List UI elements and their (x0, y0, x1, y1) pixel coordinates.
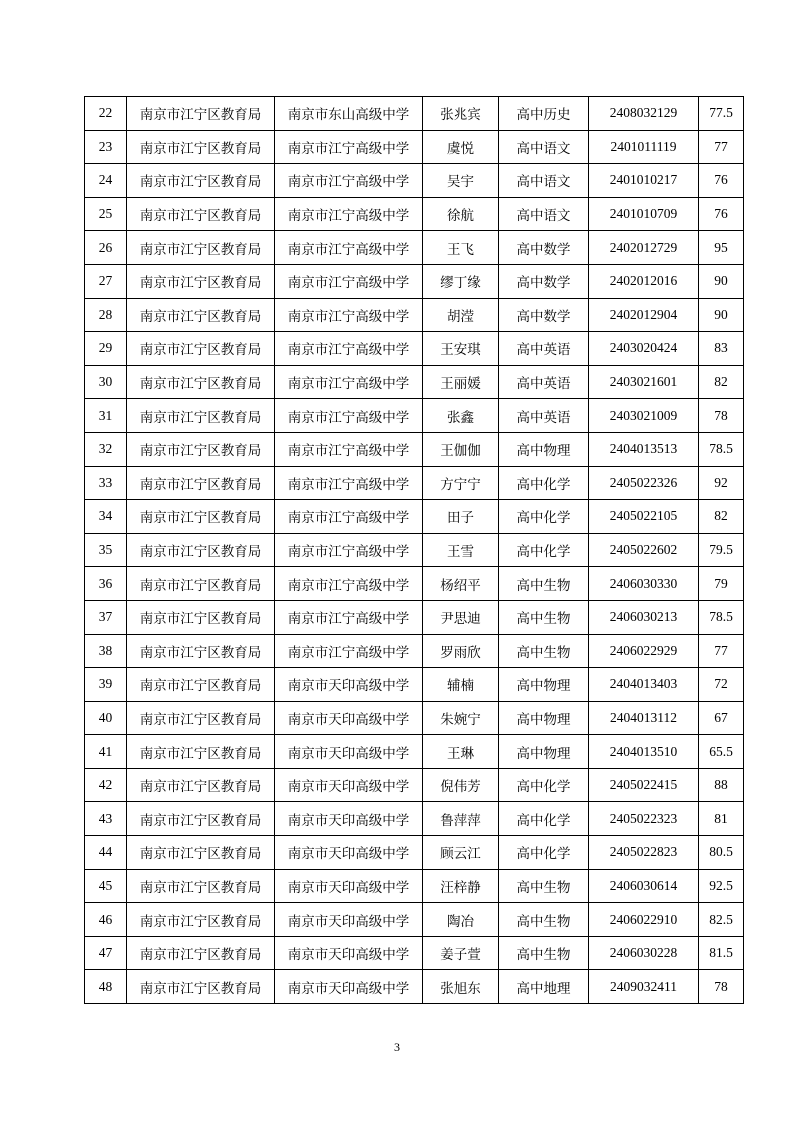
cell-row-number: 37 (85, 600, 127, 634)
cell-score: 76 (699, 164, 744, 198)
cell-row-number: 32 (85, 432, 127, 466)
cell-score: 95 (699, 231, 744, 265)
table-row (85, 533, 744, 567)
cell-row-number: 31 (85, 399, 127, 433)
cell-subject: 高中生物 (499, 567, 589, 601)
cell-candidate-name: 胡滢 (423, 298, 499, 332)
table-row (85, 399, 744, 433)
cell-education-bureau: 南京市江宁区教育局 (127, 936, 275, 970)
cell-education-bureau: 南京市江宁区教育局 (127, 500, 275, 534)
cell-exam-id: 2401010709 (589, 197, 699, 231)
cell-education-bureau: 南京市江宁区教育局 (127, 365, 275, 399)
cell-row-number: 24 (85, 164, 127, 198)
cell-subject: 高中化学 (499, 533, 589, 567)
cell-education-bureau: 南京市江宁区教育局 (127, 668, 275, 702)
cell-score: 82 (699, 365, 744, 399)
cell-candidate-name: 朱婉宁 (423, 701, 499, 735)
cell-school: 南京市天印高级中学 (275, 836, 423, 870)
cell-row-number: 38 (85, 634, 127, 668)
cell-exam-id: 2402012016 (589, 264, 699, 298)
cell-candidate-name: 张鑫 (423, 399, 499, 433)
cell-score: 90 (699, 298, 744, 332)
cell-school: 南京市江宁高级中学 (275, 231, 423, 265)
cell-exam-id: 2406030228 (589, 936, 699, 970)
cell-subject: 高中生物 (499, 869, 589, 903)
cell-row-number: 28 (85, 298, 127, 332)
cell-school: 南京市江宁高级中学 (275, 332, 423, 366)
cell-education-bureau: 南京市江宁区教育局 (127, 264, 275, 298)
table-row (85, 802, 744, 836)
cell-row-number: 41 (85, 735, 127, 769)
cell-score: 72 (699, 668, 744, 702)
cell-exam-id: 2401011119 (589, 130, 699, 164)
table-row (85, 869, 744, 903)
cell-exam-id: 2404013513 (589, 432, 699, 466)
cell-candidate-name: 尹思迪 (423, 600, 499, 634)
table-row (85, 466, 744, 500)
table-row (85, 634, 744, 668)
cell-subject: 高中化学 (499, 466, 589, 500)
cell-score: 79.5 (699, 533, 744, 567)
cell-subject: 高中生物 (499, 936, 589, 970)
cell-row-number: 47 (85, 936, 127, 970)
table-row (85, 298, 744, 332)
cell-education-bureau: 南京市江宁区教育局 (127, 197, 275, 231)
cell-subject: 高中英语 (499, 399, 589, 433)
table-row (85, 432, 744, 466)
cell-exam-id: 2406030213 (589, 600, 699, 634)
cell-row-number: 44 (85, 836, 127, 870)
cell-row-number: 42 (85, 768, 127, 802)
cell-education-bureau: 南京市江宁区教育局 (127, 332, 275, 366)
cell-school: 南京市天印高级中学 (275, 701, 423, 735)
cell-subject: 高中数学 (499, 264, 589, 298)
cell-education-bureau: 南京市江宁区教育局 (127, 903, 275, 937)
table-row (85, 365, 744, 399)
cell-exam-id: 2403021601 (589, 365, 699, 399)
cell-school: 南京市江宁高级中学 (275, 533, 423, 567)
cell-score: 80.5 (699, 836, 744, 870)
table-row (85, 500, 744, 534)
cell-subject: 高中历史 (499, 97, 589, 131)
cell-subject: 高中语文 (499, 197, 589, 231)
cell-subject: 高中化学 (499, 802, 589, 836)
cell-education-bureau: 南京市江宁区教育局 (127, 432, 275, 466)
cell-candidate-name: 王琳 (423, 735, 499, 769)
cell-candidate-name: 缪丁缘 (423, 264, 499, 298)
cell-school: 南京市江宁高级中学 (275, 365, 423, 399)
table-row (85, 231, 744, 265)
cell-school: 南京市东山高级中学 (275, 97, 423, 131)
cell-score: 77.5 (699, 97, 744, 131)
cell-subject: 高中语文 (499, 130, 589, 164)
cell-exam-id: 2405022415 (589, 768, 699, 802)
cell-school: 南京市江宁高级中学 (275, 298, 423, 332)
cell-row-number: 30 (85, 365, 127, 399)
cell-exam-id: 2401010217 (589, 164, 699, 198)
cell-school: 南京市天印高级中学 (275, 903, 423, 937)
cell-education-bureau: 南京市江宁区教育局 (127, 836, 275, 870)
results-table (84, 96, 744, 1004)
cell-candidate-name: 王飞 (423, 231, 499, 265)
cell-exam-id: 2403020424 (589, 332, 699, 366)
cell-school: 南京市天印高级中学 (275, 869, 423, 903)
cell-candidate-name: 陶冶 (423, 903, 499, 937)
cell-score: 77 (699, 130, 744, 164)
cell-education-bureau: 南京市江宁区教育局 (127, 567, 275, 601)
table-row (85, 197, 744, 231)
cell-row-number: 27 (85, 264, 127, 298)
cell-candidate-name: 顾云江 (423, 836, 499, 870)
cell-school: 南京市江宁高级中学 (275, 600, 423, 634)
table-body (85, 97, 744, 1004)
cell-score: 81.5 (699, 936, 744, 970)
cell-subject: 高中生物 (499, 600, 589, 634)
cell-candidate-name: 王伽伽 (423, 432, 499, 466)
cell-candidate-name: 田子 (423, 500, 499, 534)
cell-score: 88 (699, 768, 744, 802)
cell-education-bureau: 南京市江宁区教育局 (127, 701, 275, 735)
cell-education-bureau: 南京市江宁区教育局 (127, 970, 275, 1004)
table-row (85, 332, 744, 366)
cell-candidate-name: 吴宇 (423, 164, 499, 198)
cell-education-bureau: 南京市江宁区教育局 (127, 399, 275, 433)
table-row (85, 164, 744, 198)
cell-education-bureau: 南京市江宁区教育局 (127, 869, 275, 903)
cell-candidate-name: 倪伟芳 (423, 768, 499, 802)
table-row (85, 768, 744, 802)
cell-score: 77 (699, 634, 744, 668)
table-row (85, 97, 744, 131)
cell-candidate-name: 张旭东 (423, 970, 499, 1004)
cell-row-number: 34 (85, 500, 127, 534)
cell-candidate-name: 鲁萍萍 (423, 802, 499, 836)
cell-education-bureau: 南京市江宁区教育局 (127, 231, 275, 265)
cell-candidate-name: 张兆宾 (423, 97, 499, 131)
cell-score: 65.5 (699, 735, 744, 769)
page-number: 3 (394, 1040, 400, 1054)
table-row (85, 701, 744, 735)
cell-candidate-name: 王雪 (423, 533, 499, 567)
cell-candidate-name: 罗雨欣 (423, 634, 499, 668)
cell-exam-id: 2406022910 (589, 903, 699, 937)
cell-school: 南京市江宁高级中学 (275, 432, 423, 466)
cell-row-number: 33 (85, 466, 127, 500)
cell-exam-id: 2406030330 (589, 567, 699, 601)
cell-score: 78.5 (699, 600, 744, 634)
cell-exam-id: 2405022323 (589, 802, 699, 836)
cell-row-number: 46 (85, 903, 127, 937)
cell-candidate-name: 姜子萱 (423, 936, 499, 970)
cell-candidate-name: 王丽媛 (423, 365, 499, 399)
cell-score: 78 (699, 399, 744, 433)
cell-education-bureau: 南京市江宁区教育局 (127, 466, 275, 500)
cell-score: 67 (699, 701, 744, 735)
cell-row-number: 48 (85, 970, 127, 1004)
cell-subject: 高中物理 (499, 701, 589, 735)
cell-school: 南京市江宁高级中学 (275, 567, 423, 601)
cell-score: 92 (699, 466, 744, 500)
table-row (85, 836, 744, 870)
cell-education-bureau: 南京市江宁区教育局 (127, 768, 275, 802)
table-row (85, 903, 744, 937)
cell-candidate-name: 杨绍平 (423, 567, 499, 601)
cell-education-bureau: 南京市江宁区教育局 (127, 130, 275, 164)
cell-score: 83 (699, 332, 744, 366)
cell-subject: 高中物理 (499, 668, 589, 702)
cell-school: 南京市江宁高级中学 (275, 197, 423, 231)
cell-subject: 高中语文 (499, 164, 589, 198)
cell-exam-id: 2405022823 (589, 836, 699, 870)
cell-education-bureau: 南京市江宁区教育局 (127, 533, 275, 567)
cell-exam-id: 2406030614 (589, 869, 699, 903)
cell-row-number: 40 (85, 701, 127, 735)
cell-score: 78 (699, 970, 744, 1004)
cell-row-number: 29 (85, 332, 127, 366)
cell-exam-id: 2405022105 (589, 500, 699, 534)
table-row (85, 600, 744, 634)
cell-subject: 高中数学 (499, 298, 589, 332)
cell-row-number: 23 (85, 130, 127, 164)
cell-school: 南京市江宁高级中学 (275, 399, 423, 433)
cell-score: 81 (699, 802, 744, 836)
cell-row-number: 45 (85, 869, 127, 903)
cell-education-bureau: 南京市江宁区教育局 (127, 802, 275, 836)
cell-school: 南京市江宁高级中学 (275, 634, 423, 668)
table-row (85, 264, 744, 298)
cell-school: 南京市天印高级中学 (275, 668, 423, 702)
cell-school: 南京市江宁高级中学 (275, 500, 423, 534)
cell-education-bureau: 南京市江宁区教育局 (127, 634, 275, 668)
cell-exam-id: 2404013112 (589, 701, 699, 735)
cell-exam-id: 2406022929 (589, 634, 699, 668)
table-row (85, 735, 744, 769)
cell-exam-id: 2404013510 (589, 735, 699, 769)
cell-school: 南京市天印高级中学 (275, 936, 423, 970)
cell-school: 南京市江宁高级中学 (275, 264, 423, 298)
cell-subject: 高中英语 (499, 332, 589, 366)
cell-row-number: 25 (85, 197, 127, 231)
cell-school: 南京市江宁高级中学 (275, 466, 423, 500)
cell-score: 76 (699, 197, 744, 231)
cell-subject: 高中生物 (499, 903, 589, 937)
cell-exam-id: 2402012904 (589, 298, 699, 332)
cell-score: 82.5 (699, 903, 744, 937)
cell-candidate-name: 徐航 (423, 197, 499, 231)
cell-subject: 高中物理 (499, 432, 589, 466)
cell-candidate-name: 辅楠 (423, 668, 499, 702)
cell-education-bureau: 南京市江宁区教育局 (127, 735, 275, 769)
cell-score: 78.5 (699, 432, 744, 466)
cell-score: 90 (699, 264, 744, 298)
cell-row-number: 35 (85, 533, 127, 567)
cell-row-number: 39 (85, 668, 127, 702)
cell-score: 92.5 (699, 869, 744, 903)
table-row (85, 130, 744, 164)
table-row (85, 567, 744, 601)
cell-subject: 高中化学 (499, 836, 589, 870)
cell-exam-id: 2405022602 (589, 533, 699, 567)
cell-school: 南京市天印高级中学 (275, 768, 423, 802)
cell-school: 南京市天印高级中学 (275, 735, 423, 769)
cell-exam-id: 2405022326 (589, 466, 699, 500)
cell-exam-id: 2408032129 (589, 97, 699, 131)
cell-exam-id: 2402012729 (589, 231, 699, 265)
cell-subject: 高中英语 (499, 365, 589, 399)
cell-subject: 高中数学 (499, 231, 589, 265)
cell-subject: 高中地理 (499, 970, 589, 1004)
cell-school: 南京市江宁高级中学 (275, 164, 423, 198)
cell-exam-id: 2409032411 (589, 970, 699, 1004)
cell-row-number: 36 (85, 567, 127, 601)
cell-candidate-name: 汪梓静 (423, 869, 499, 903)
cell-school: 南京市天印高级中学 (275, 802, 423, 836)
cell-exam-id: 2404013403 (589, 668, 699, 702)
cell-subject: 高中物理 (499, 735, 589, 769)
cell-candidate-name: 王安琪 (423, 332, 499, 366)
cell-subject: 高中化学 (499, 500, 589, 534)
table-row (85, 668, 744, 702)
table-row (85, 936, 744, 970)
cell-score: 79 (699, 567, 744, 601)
cell-exam-id: 2403021009 (589, 399, 699, 433)
cell-education-bureau: 南京市江宁区教育局 (127, 600, 275, 634)
cell-education-bureau: 南京市江宁区教育局 (127, 298, 275, 332)
cell-education-bureau: 南京市江宁区教育局 (127, 164, 275, 198)
cell-row-number: 22 (85, 97, 127, 131)
cell-school: 南京市天印高级中学 (275, 970, 423, 1004)
cell-education-bureau: 南京市江宁区教育局 (127, 97, 275, 131)
cell-candidate-name: 虞悦 (423, 130, 499, 164)
cell-subject: 高中化学 (499, 768, 589, 802)
cell-row-number: 26 (85, 231, 127, 265)
cell-school: 南京市江宁高级中学 (275, 130, 423, 164)
cell-score: 82 (699, 500, 744, 534)
table-row (85, 970, 744, 1004)
cell-row-number: 43 (85, 802, 127, 836)
cell-subject: 高中生物 (499, 634, 589, 668)
cell-candidate-name: 方宁宁 (423, 466, 499, 500)
